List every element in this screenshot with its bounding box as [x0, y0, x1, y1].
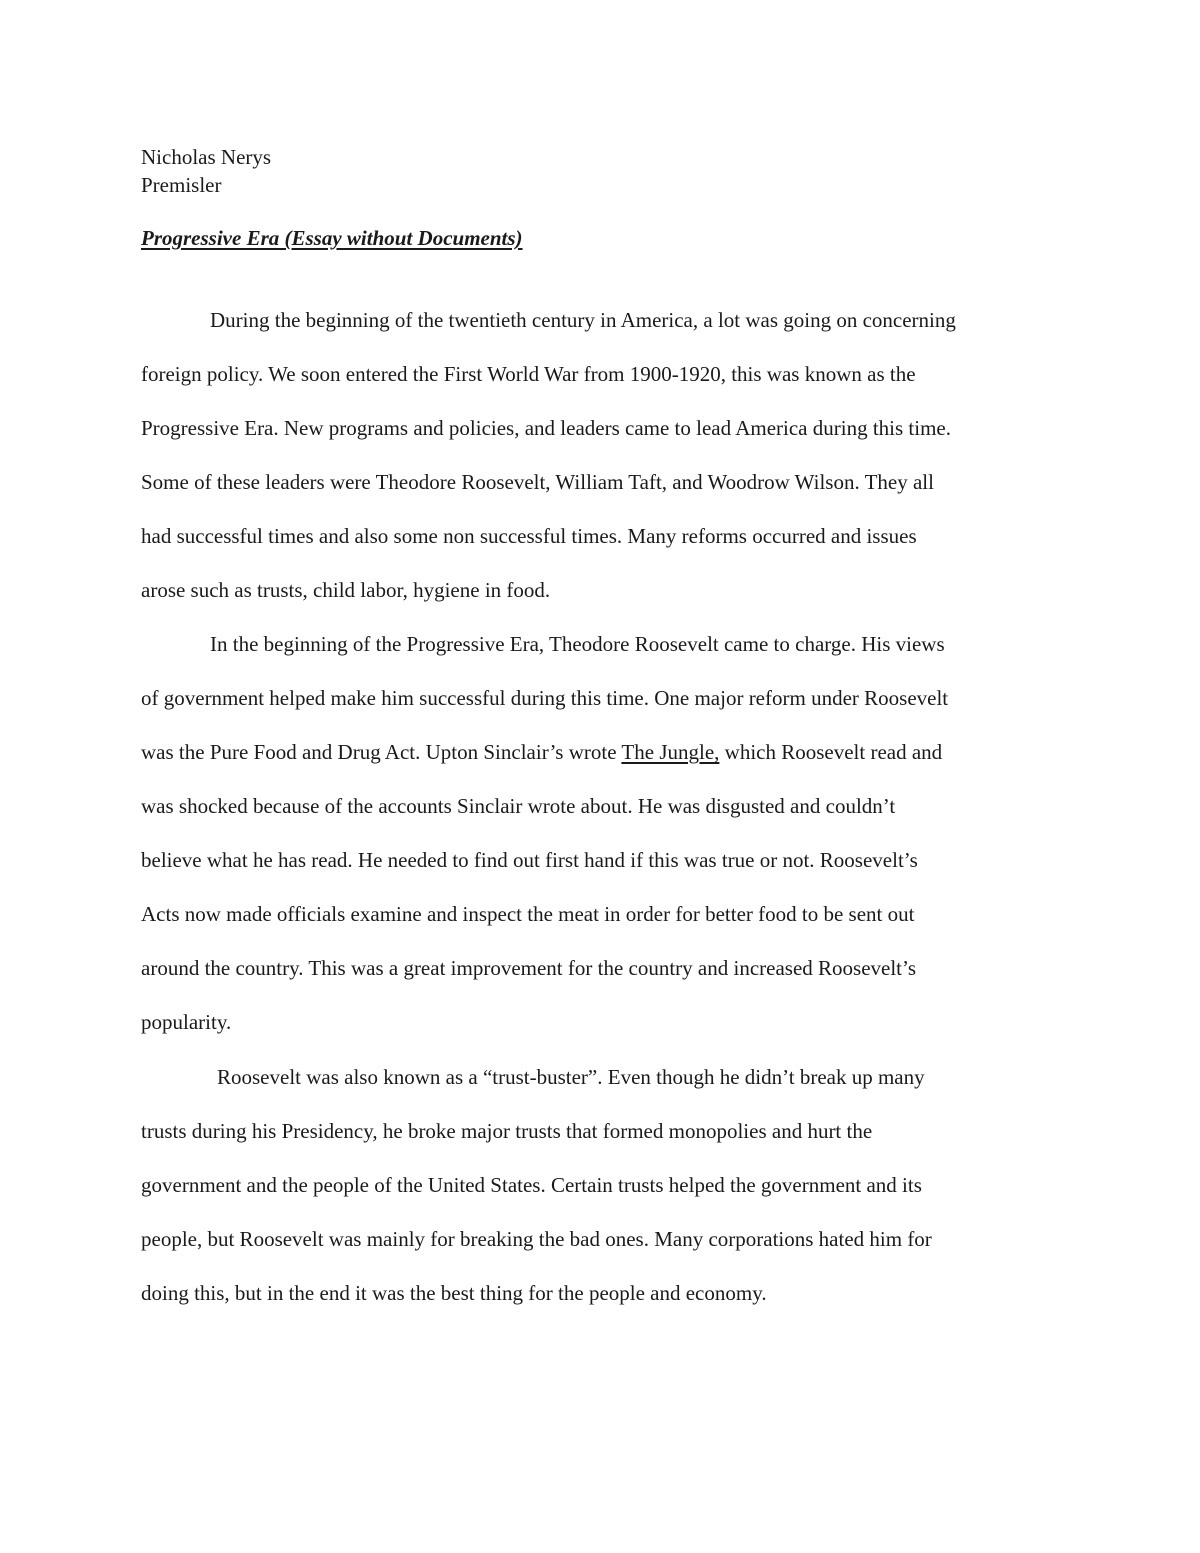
- paragraph-line: was shocked because of the accounts Sinclair wrote about. He was disgusted and couldn’t: [141, 794, 896, 818]
- paragraph-line: around the country. This was a great improvement for the country and increased Roosevelt’s: [141, 956, 917, 980]
- paragraph-line: doing this, but in the end it was the best thing for the people and economy.: [141, 1281, 767, 1305]
- paragraph-line: of government helped make him successful during this time. One major reform under Roosevelt: [141, 686, 949, 710]
- paragraph-line: government and the people of the United States. Certain trusts helped the government and its: [141, 1173, 922, 1197]
- book-title: The Jungle,: [621, 740, 720, 764]
- paragraph-line: In the beginning of the Progressive Era, Theodore Roosevelt came to charge. His views: [210, 632, 945, 656]
- paragraph-line: had successful times and also some non successful times. Many reforms occurred and issues: [141, 524, 917, 548]
- paragraph-line: Acts now made officials examine and inspect the meat in order for better food to be sent out: [141, 902, 915, 926]
- paragraph-line-start: was the Pure Food and Drug Act. Upton Sinclair’s wrote: [141, 740, 622, 764]
- essay-title: Progressive Era (Essay without Documents): [141, 226, 523, 250]
- paragraph-line: Some of these leaders were Theodore Roosevelt, William Taft, and Woodrow Wilson. They all: [141, 470, 934, 494]
- paragraph-line: popularity.: [141, 1010, 232, 1034]
- author-name: Nicholas Nerys: [141, 145, 272, 169]
- paragraph-line: Progressive Era. New programs and policies, and leaders came to lead America during this time.: [141, 416, 951, 440]
- paragraph-line-with-title: [141, 738, 942, 766]
- teacher-name: Premisler: [141, 173, 222, 197]
- paragraph-line: people, but Roosevelt was mainly for breaking the bad ones. Many corporations hated him for: [141, 1227, 932, 1251]
- paragraph-line: arose such as trusts, child labor, hygiene in food.: [141, 578, 551, 602]
- paragraph-line: During the beginning of the twentieth century in America, a lot was going on concerning: [210, 308, 956, 332]
- paragraph-line-end: which Roosevelt read and: [719, 740, 943, 764]
- paragraph-line: foreign policy. We soon entered the First World War from 1900-1920, this was known as the: [141, 362, 916, 386]
- header-block: [141, 143, 271, 199]
- paragraph-line: Roosevelt was also known as a “trust-buster”. Even though he didn’t break up many: [217, 1065, 925, 1089]
- paragraph-line: believe what he has read. He needed to find out first hand if this was true or not. Roosevelt’s: [141, 848, 918, 872]
- paragraph-line: trusts during his Presidency, he broke major trusts that formed monopolies and hurt the: [141, 1119, 873, 1143]
